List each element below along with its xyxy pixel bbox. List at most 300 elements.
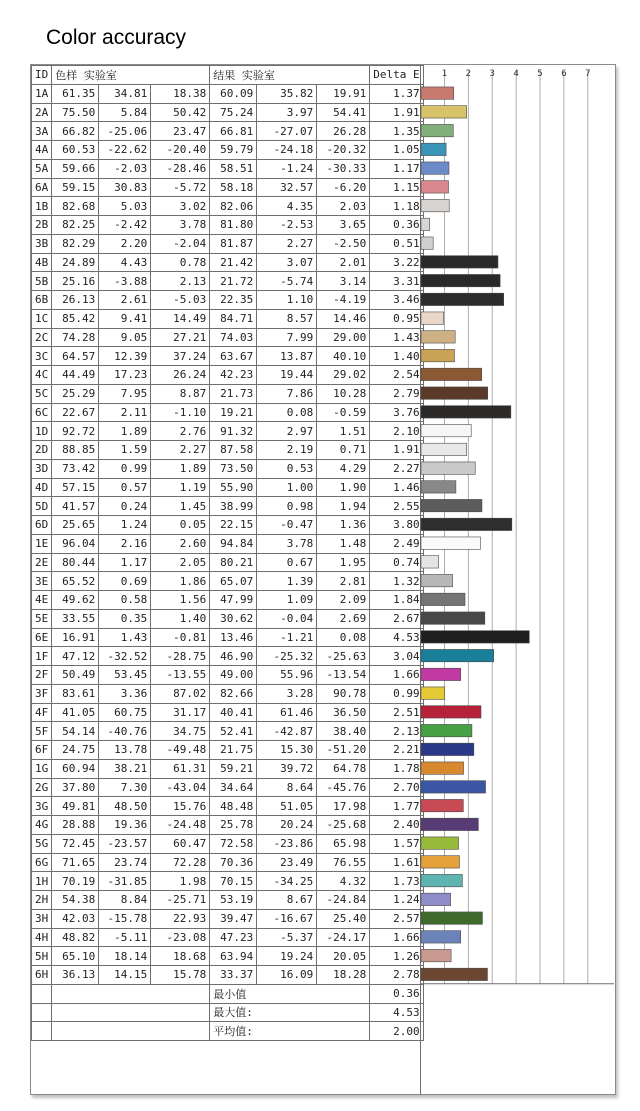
sample-lab-value: 53.45	[99, 666, 151, 685]
sample-lab-value: 25.65	[52, 516, 99, 535]
table-row	[32, 84, 424, 103]
sample-lab-value: 1.19	[151, 478, 210, 497]
result-lab-value: 1.94	[317, 497, 370, 516]
row-id: 2B	[32, 216, 52, 235]
result-lab-value: -0.04	[257, 609, 317, 628]
row-id: 6A	[32, 178, 52, 197]
result-lab-value: 59.79	[210, 141, 257, 160]
result-lab-value: -5.74	[257, 272, 317, 291]
row-id: 3E	[32, 572, 52, 591]
bar-2A	[421, 106, 467, 118]
result-lab-value: 14.46	[317, 309, 370, 328]
bar-4E	[421, 593, 465, 605]
sample-lab-value: 34.75	[151, 722, 210, 741]
result-lab-value: 81.80	[210, 216, 257, 235]
header-delta-e: Delta E	[370, 66, 423, 85]
result-lab-value: 65.07	[210, 572, 257, 591]
result-lab-value: 8.64	[257, 778, 317, 797]
row-id: 1G	[32, 759, 52, 778]
result-lab-value: 80.21	[210, 553, 257, 572]
result-lab-value: 0.08	[257, 403, 317, 422]
result-lab-value: 59.21	[210, 759, 257, 778]
result-lab-value: 39.47	[210, 909, 257, 928]
sample-lab-value: 24.75	[52, 741, 99, 760]
bar-1F	[421, 649, 494, 661]
sample-lab-value: 96.04	[52, 534, 99, 553]
sample-lab-value: 18.14	[99, 947, 151, 966]
row-id: 4A	[32, 141, 52, 160]
result-lab-value: 73.50	[210, 459, 257, 478]
table-row	[32, 159, 424, 178]
sample-lab-value: 27.21	[151, 328, 210, 347]
result-lab-value: 60.09	[210, 84, 257, 103]
result-lab-value: 2.03	[317, 197, 370, 216]
delta-e-value: 1.26	[370, 947, 423, 966]
sample-lab-value: 2.20	[99, 234, 151, 253]
sample-lab-value: 59.66	[52, 159, 99, 178]
bar-6H	[421, 968, 487, 980]
sample-lab-value: 60.94	[52, 759, 99, 778]
row-id: 2H	[32, 891, 52, 910]
bar-1A	[421, 87, 454, 99]
sample-lab-value: 1.56	[151, 591, 210, 610]
sample-lab-value: 54.14	[52, 722, 99, 741]
row-id: 1E	[32, 534, 52, 553]
table-row	[32, 572, 424, 591]
result-lab-value: 1.00	[257, 478, 317, 497]
row-id: 6C	[32, 403, 52, 422]
result-lab-value: -24.17	[317, 928, 370, 947]
sample-lab-value: 15.76	[151, 797, 210, 816]
table-row	[32, 328, 424, 347]
result-lab-value: 72.58	[210, 834, 257, 853]
sample-lab-value: 1.24	[99, 516, 151, 535]
row-id: 5F	[32, 722, 52, 741]
delta-e-value: 2.79	[370, 384, 423, 403]
result-lab-value: 4.29	[317, 459, 370, 478]
sample-lab-value: 1.45	[151, 497, 210, 516]
result-lab-value: 75.24	[210, 103, 257, 122]
report-sheet	[30, 64, 616, 1095]
sample-lab-value: -49.48	[151, 741, 210, 760]
result-lab-value: 29.02	[317, 366, 370, 385]
sample-lab-value: 65.52	[52, 572, 99, 591]
row-id: 5C	[32, 384, 52, 403]
sample-lab-value: -24.48	[151, 816, 210, 835]
result-lab-value: 42.23	[210, 366, 257, 385]
result-lab-value: 0.53	[257, 459, 317, 478]
sample-lab-value: 3.78	[151, 216, 210, 235]
bar-6A	[421, 181, 448, 193]
result-lab-value: 90.78	[317, 684, 370, 703]
result-lab-value: -16.67	[257, 909, 317, 928]
table-row	[32, 797, 424, 816]
result-lab-value: 1.09	[257, 591, 317, 610]
result-lab-value: 3.14	[317, 272, 370, 291]
sample-lab-value: 1.89	[99, 422, 151, 441]
delta-e-value: 1.91	[370, 103, 423, 122]
result-lab-value: 66.81	[210, 122, 257, 141]
summary-label: 最小值	[210, 984, 370, 1003]
delta-e-value: 2.21	[370, 741, 423, 760]
table-row	[32, 534, 424, 553]
row-id: 6D	[32, 516, 52, 535]
table-row	[32, 947, 424, 966]
sample-lab-value: 5.84	[99, 103, 151, 122]
sample-lab-value: 92.72	[52, 422, 99, 441]
table-row	[32, 141, 424, 160]
sample-lab-value: 2.05	[151, 553, 210, 572]
table-row	[32, 703, 424, 722]
result-lab-value: 54.41	[317, 103, 370, 122]
table-row	[32, 178, 424, 197]
x-tick-label: 1	[441, 69, 448, 79]
x-tick-label: 6	[561, 69, 567, 79]
delta-e-value: 1.35	[370, 122, 423, 141]
result-lab-value: 0.71	[317, 441, 370, 460]
result-lab-value: 2.27	[257, 234, 317, 253]
bar-4G	[421, 818, 478, 830]
summary-spacer	[52, 984, 210, 1003]
delta-e-value: 1.66	[370, 928, 423, 947]
result-lab-value: 58.51	[210, 159, 257, 178]
bar-4A	[421, 143, 446, 155]
sample-lab-value: 54.38	[52, 891, 99, 910]
table-row	[32, 834, 424, 853]
result-lab-value: 21.42	[210, 253, 257, 272]
sample-lab-value: 41.05	[52, 703, 99, 722]
bar-3D	[421, 462, 475, 474]
result-lab-value: 4.35	[257, 197, 317, 216]
result-lab-value: 3.97	[257, 103, 317, 122]
sample-lab-value: 50.49	[52, 666, 99, 685]
summary-row	[32, 1003, 424, 1022]
bar-2D	[421, 443, 467, 455]
delta-e-value: 0.95	[370, 309, 423, 328]
table-row	[32, 103, 424, 122]
row-id: 2C	[32, 328, 52, 347]
bar-3H	[421, 912, 482, 924]
result-lab-value: 1.10	[257, 291, 317, 310]
delta-e-value: 2.51	[370, 703, 423, 722]
delta-e-value: 2.40	[370, 816, 423, 835]
row-id: 4H	[32, 928, 52, 947]
x-tick-label: 2	[465, 69, 472, 79]
summary-row	[32, 984, 424, 1003]
row-id: 4B	[32, 253, 52, 272]
sample-lab-value: 85.42	[52, 309, 99, 328]
sample-lab-value: 3.02	[151, 197, 210, 216]
result-lab-value: -5.37	[257, 928, 317, 947]
row-id: 3B	[32, 234, 52, 253]
delta-e-value: 1.43	[370, 328, 423, 347]
result-lab-value: 3.65	[317, 216, 370, 235]
result-lab-value: 64.78	[317, 759, 370, 778]
sample-lab-value: 1.40	[151, 609, 210, 628]
table-row	[32, 366, 424, 385]
table-summary	[32, 984, 424, 1040]
summary-value: 2.00	[370, 1022, 423, 1041]
sample-lab-value: 2.60	[151, 534, 210, 553]
row-id: 2F	[32, 666, 52, 685]
sample-lab-value: 50.42	[151, 103, 210, 122]
result-lab-value: 36.50	[317, 703, 370, 722]
delta-e-value: 1.40	[370, 347, 423, 366]
sample-lab-value: 3.36	[99, 684, 151, 703]
result-lab-value: 15.30	[257, 741, 317, 760]
sample-lab-value: 0.99	[99, 459, 151, 478]
delta-e-value: 2.13	[370, 722, 423, 741]
result-lab-value: 10.28	[317, 384, 370, 403]
table-row	[32, 403, 424, 422]
delta-e-value: 3.76	[370, 403, 423, 422]
table-row	[32, 197, 424, 216]
sample-lab-value: 25.29	[52, 384, 99, 403]
sample-lab-value: 83.61	[52, 684, 99, 703]
result-lab-value: 20.05	[317, 947, 370, 966]
table-header-row	[32, 66, 424, 85]
result-lab-value: 13.46	[210, 628, 257, 647]
sample-lab-value: 14.49	[151, 309, 210, 328]
sample-lab-value: 48.50	[99, 797, 151, 816]
sample-lab-value: -2.04	[151, 234, 210, 253]
sample-lab-value: 1.89	[151, 459, 210, 478]
result-lab-value: 2.97	[257, 422, 317, 441]
result-lab-value: 39.72	[257, 759, 317, 778]
result-lab-value: 0.08	[317, 628, 370, 647]
summary-value: 0.36	[370, 984, 423, 1003]
row-id: 5E	[32, 609, 52, 628]
row-id: 1F	[32, 647, 52, 666]
bar-2B	[421, 218, 430, 230]
result-lab-value: 70.15	[210, 872, 257, 891]
bar-3E	[421, 574, 453, 586]
sample-lab-value: 57.15	[52, 478, 99, 497]
result-lab-value: 21.73	[210, 384, 257, 403]
sample-lab-value: 71.65	[52, 853, 99, 872]
delta-e-value: 3.22	[370, 253, 423, 272]
header-id: ID	[32, 66, 52, 85]
sample-lab-value: 72.45	[52, 834, 99, 853]
sample-lab-value: 38.21	[99, 759, 151, 778]
result-lab-value: 19.24	[257, 947, 317, 966]
sample-lab-value: 0.05	[151, 516, 210, 535]
row-id: 1A	[32, 84, 52, 103]
table-row	[32, 497, 424, 516]
row-id: 3G	[32, 797, 52, 816]
sample-lab-value: -31.85	[99, 872, 151, 891]
sample-lab-value: 47.12	[52, 647, 99, 666]
sample-lab-value: 2.16	[99, 534, 151, 553]
table-row	[32, 478, 424, 497]
table-row	[32, 122, 424, 141]
sample-lab-value: -32.52	[99, 647, 151, 666]
result-lab-value: 82.06	[210, 197, 257, 216]
bar-1C	[421, 312, 444, 324]
row-id: 4F	[32, 703, 52, 722]
delta-e-value: 1.77	[370, 797, 423, 816]
row-id: 2A	[32, 103, 52, 122]
bar-6G	[421, 856, 459, 868]
sample-lab-value: 26.13	[52, 291, 99, 310]
result-lab-value: 22.35	[210, 291, 257, 310]
bar-6C	[421, 406, 511, 418]
result-lab-value: 47.99	[210, 591, 257, 610]
row-id: 3F	[32, 684, 52, 703]
bar-2C	[421, 331, 455, 343]
result-lab-value: -25.63	[317, 647, 370, 666]
result-lab-value: 4.32	[317, 872, 370, 891]
result-lab-value: 53.19	[210, 891, 257, 910]
result-lab-value: -13.54	[317, 666, 370, 685]
result-lab-value: 70.36	[210, 853, 257, 872]
result-lab-value: 52.41	[210, 722, 257, 741]
delta-e-value: 1.37	[370, 84, 423, 103]
table-row	[32, 928, 424, 947]
delta-e-value: 2.55	[370, 497, 423, 516]
table-row	[32, 309, 424, 328]
delta-e-value: 1.46	[370, 478, 423, 497]
sample-lab-value: 8.84	[99, 891, 151, 910]
sample-lab-value: 2.27	[151, 441, 210, 460]
sample-lab-value: 82.25	[52, 216, 99, 235]
bar-3B	[421, 237, 433, 249]
sample-lab-value: 2.11	[99, 403, 151, 422]
result-lab-value: 47.23	[210, 928, 257, 947]
delta-e-value: 3.80	[370, 516, 423, 535]
result-lab-value: 38.40	[317, 722, 370, 741]
table-row	[32, 591, 424, 610]
result-lab-value: -34.25	[257, 872, 317, 891]
sample-lab-value: -22.62	[99, 141, 151, 160]
result-lab-value: 84.71	[210, 309, 257, 328]
result-lab-value: 40.41	[210, 703, 257, 722]
sample-lab-value: 18.38	[151, 84, 210, 103]
sample-lab-value: -5.11	[99, 928, 151, 947]
result-lab-value: 25.40	[317, 909, 370, 928]
row-id: 3H	[32, 909, 52, 928]
row-id: 2E	[32, 553, 52, 572]
bar-1B	[421, 199, 449, 211]
result-lab-value: 19.21	[210, 403, 257, 422]
table-row	[32, 422, 424, 441]
table-row	[32, 684, 424, 703]
sample-lab-value: -15.78	[99, 909, 151, 928]
result-lab-value: 18.28	[317, 966, 370, 985]
sample-lab-value: 7.95	[99, 384, 151, 403]
result-lab-value: 63.94	[210, 947, 257, 966]
summary-spacer	[32, 1003, 52, 1022]
summary-spacer	[52, 1003, 210, 1022]
sample-lab-value: -2.03	[99, 159, 151, 178]
summary-spacer	[32, 1022, 52, 1041]
result-lab-value: -51.20	[317, 741, 370, 760]
result-lab-value: 22.15	[210, 516, 257, 535]
result-lab-value: 0.67	[257, 553, 317, 572]
delta-e-value: 2.57	[370, 909, 423, 928]
bar-6D	[421, 518, 512, 530]
result-lab-value: 8.57	[257, 309, 317, 328]
result-lab-value: 2.19	[257, 441, 317, 460]
sample-lab-value: 25.16	[52, 272, 99, 291]
result-lab-value: 29.00	[317, 328, 370, 347]
result-lab-value: 61.46	[257, 703, 317, 722]
sample-lab-value: 59.15	[52, 178, 99, 197]
sample-lab-value: 30.83	[99, 178, 151, 197]
sample-lab-value: -5.72	[151, 178, 210, 197]
result-lab-value: 2.81	[317, 572, 370, 591]
result-lab-value: 1.36	[317, 516, 370, 535]
delta-e-value: 1.15	[370, 178, 423, 197]
sample-lab-value: 0.57	[99, 478, 151, 497]
sample-lab-value: 34.81	[99, 84, 151, 103]
delta-e-value: 1.18	[370, 197, 423, 216]
sample-lab-value: 28.88	[52, 816, 99, 835]
sample-lab-value: 88.85	[52, 441, 99, 460]
table-row	[32, 816, 424, 835]
result-lab-value: -20.32	[317, 141, 370, 160]
sample-lab-value: 73.42	[52, 459, 99, 478]
table-row	[32, 778, 424, 797]
sample-lab-value: 2.61	[99, 291, 151, 310]
bar-5B	[421, 274, 500, 286]
x-tick-label: 4	[513, 69, 519, 79]
table-row	[32, 347, 424, 366]
sample-lab-value: 0.58	[99, 591, 151, 610]
sample-lab-value: 1.17	[99, 553, 151, 572]
result-lab-value: 3.78	[257, 534, 317, 553]
delta-e-bar-chart	[419, 65, 614, 1094]
sample-lab-value: 60.47	[151, 834, 210, 853]
sample-lab-value: 19.36	[99, 816, 151, 835]
result-lab-value: -1.24	[257, 159, 317, 178]
result-lab-value: 46.90	[210, 647, 257, 666]
table-row	[32, 759, 424, 778]
row-id: 1H	[32, 872, 52, 891]
row-id: 6H	[32, 966, 52, 985]
table-row	[32, 609, 424, 628]
result-lab-value: -0.47	[257, 516, 317, 535]
result-lab-value: 2.69	[317, 609, 370, 628]
sample-lab-value: 2.76	[151, 422, 210, 441]
result-lab-value: 81.87	[210, 234, 257, 253]
summary-value: 4.53	[370, 1003, 423, 1022]
sample-lab-value: -23.57	[99, 834, 151, 853]
x-tick-label: 5	[537, 69, 543, 79]
row-id: 3D	[32, 459, 52, 478]
result-lab-value: 38.99	[210, 497, 257, 516]
sample-lab-value: 24.89	[52, 253, 99, 272]
result-lab-value: -24.84	[317, 891, 370, 910]
result-lab-value: 20.24	[257, 816, 317, 835]
bar-5F	[421, 724, 472, 736]
result-lab-value: 63.67	[210, 347, 257, 366]
table-row	[32, 853, 424, 872]
delta-e-value: 2.27	[370, 459, 423, 478]
sample-lab-value: 23.47	[151, 122, 210, 141]
sample-lab-value: 2.13	[151, 272, 210, 291]
result-lab-value: 1.39	[257, 572, 317, 591]
row-id: 5D	[32, 497, 52, 516]
sample-lab-value: -2.42	[99, 216, 151, 235]
sample-lab-value: 8.87	[151, 384, 210, 403]
bar-3C	[421, 349, 454, 361]
sample-lab-value: 42.03	[52, 909, 99, 928]
result-lab-value: 49.00	[210, 666, 257, 685]
sample-lab-value: 82.68	[52, 197, 99, 216]
sample-lab-value: 22.93	[151, 909, 210, 928]
sample-lab-value: 49.81	[52, 797, 99, 816]
